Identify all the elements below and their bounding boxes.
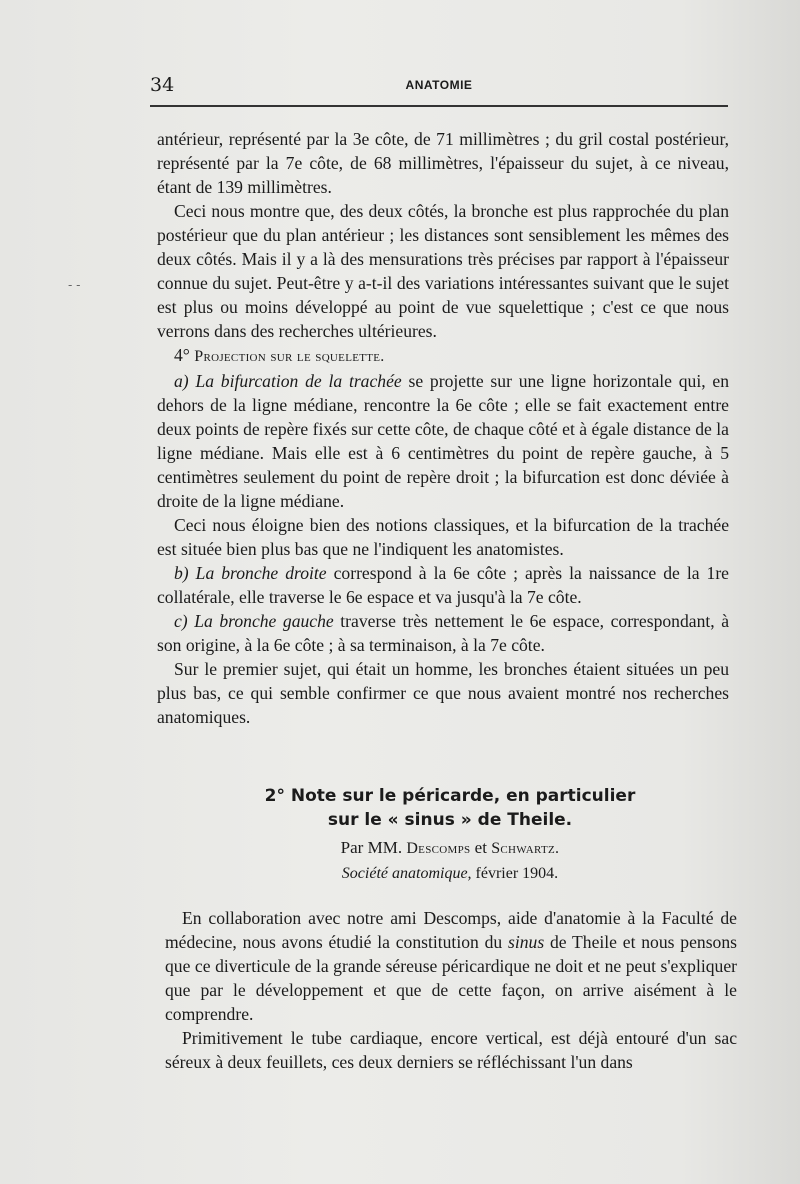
source-society: Société anatomique,: [341, 865, 472, 882]
collab-text-a: En collaboration avec notre ami Descomps, aide d'anatomie à la Faculté de médecine, nous avons étudié la constitution du: [165, 908, 737, 952]
authors-and: et: [474, 838, 487, 857]
paragraph-bifurcation: [157, 369, 729, 513]
item-a-title: La bifurcation de la trachée: [195, 371, 402, 391]
item-b-text: correspond à la 6e côte ; après la naissance de la 1re collatérale, elle traverse le 6e espace et va jusqu'à la 7e côte.: [157, 563, 729, 607]
subheading-projection: [157, 343, 729, 369]
section-title-line2: sur le « sinus » de Theile.: [327, 810, 573, 830]
paragraph-first-subject: Sur le premier sujet, qui était un homme, les bronches étaient situées un peu plus bas, ce qui semble confirmer ce que nous avaient montré nos recherches anatomiques.: [157, 659, 729, 727]
subheading-text: Projection sur le squelette.: [194, 348, 385, 365]
item-label-a: a): [174, 371, 189, 391]
paragraph-classic-notions: Ceci nous éloigne bien des notions classiques, et la bifurcation de la trachée est située bien plus bas que ne l'indiquent les anatomistes.: [157, 515, 729, 559]
authors-prefix: Par MM.: [340, 838, 403, 857]
author-descomps: Descomps: [406, 840, 471, 857]
item-b-title: La bronche droite: [195, 563, 327, 583]
collab-text-b: de Theile et nous pensons que ce diverticule de la grande séreuse péricardique ne doit et ne peut s'expliquer que par le développement et que de cette façon, on arrive aisément à le comprendre.: [165, 932, 737, 1024]
item-c-text: traverse très nettement le 6e espace, correspondant, à son origine, à la 6e côte ; à sa terminaison, à la 7e côte.: [157, 611, 730, 655]
section-title: [157, 784, 743, 832]
page-number: 34: [150, 74, 175, 96]
paragraph-continuation: antérieur, représenté par la 3e côte, de 71 millimètres ; du gril costal postérieur, représenté par la 7e côte, de 68 millimètres, l'épaisseur du sujet, à ce niveau, étant de 139 millimètres.: [157, 129, 729, 197]
section-source: [157, 865, 743, 883]
paragraph-left-bronchus: [157, 609, 729, 657]
section-title-line1: 2° Note sur le péricarde, en particulier: [264, 786, 636, 806]
subheading-number: 4°: [174, 345, 190, 365]
section-authors: [157, 838, 743, 858]
item-c-title: La bronche gauche: [194, 611, 334, 631]
header-rule: [150, 105, 728, 107]
source-date: février 1904.: [475, 865, 559, 882]
running-title: ANATOMIE: [405, 78, 473, 92]
author-schwartz: Schwartz.: [491, 840, 560, 857]
paragraph-cardiac-tube: Primitivement le tube cardiaque, encore vertical, est déjà entouré d'un sac séreux à deux feuillets, ces deux derniers se réfléchissant l'un dans: [165, 1028, 737, 1072]
item-a-text: se projette sur une ligne horizontale qui, en dehors de la ligne médiane, rencontre la 6e côte ; elle se fait exactement entre deux points de repère fixés sur cette côte, de chaque côté et à égale distance de la ligne médiane. Mais elle est à 6 centimètres du point de repère gauche, à 5 centimètres seulement du point de repère droit ; la bifurcation est donc déviée à droite de la ligne médiane.: [157, 371, 729, 511]
text-block-bottom: [165, 906, 737, 1074]
item-label-c: c): [174, 611, 188, 631]
running-head: [150, 74, 728, 98]
paragraph-collaboration: [165, 906, 737, 1026]
paragraph-distances: Ceci nous montre que, des deux côtés, la bronche est plus rapprochée du plan postérieur que du plan antérieur ; les distances sont sensiblement les mêmes des deux côtés. Mais il y a là des mensurations très précises par rapport à l'épaisseur connue du sujet. Peut-être y a-t-il des variations intéressantes suivant que le sujet est plus ou moins développé au point de vue squelettique ; c'est ce que nous verrons dans des recherches ultérieures.: [157, 201, 729, 341]
text-block-top: [157, 127, 729, 729]
margin-mark: - -: [68, 278, 81, 292]
item-label-b: b): [174, 563, 189, 583]
collab-sinus: sinus: [507, 932, 545, 952]
paragraph-right-bronchus: [157, 561, 729, 609]
